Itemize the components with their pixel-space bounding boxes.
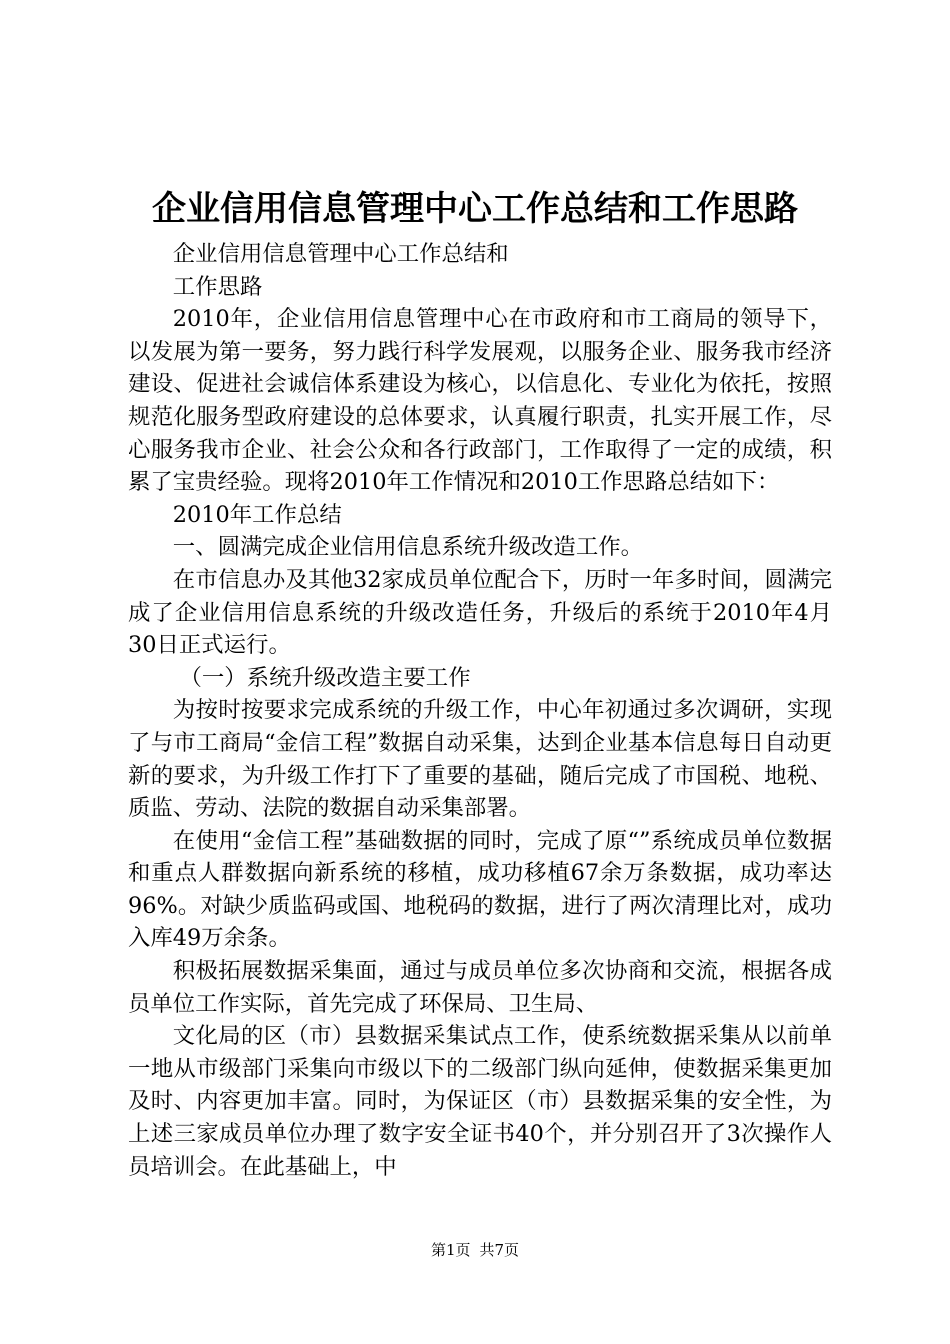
paragraph-migration: 在使用“金信工程”基础数据的同时，完成了原“”系统成员单位数据和重点人群数据向新系统的移植，成功移植67余万条数据，成功率达96%。对缺少质监码或国、地税码的数据，进行了两次清理比对，成功入库49万余条。 xyxy=(128,827,832,952)
sub-heading-1: （一）系统升级改造主要工作 xyxy=(179,664,471,691)
subtitle-line-2: 工作思路 xyxy=(172,273,263,300)
page-total: 共7页 xyxy=(479,1241,520,1259)
paragraph-collection: 为按时按要求完成系统的升级工作，中心年初通过多次调研，实现了与市工商局“金信工程”数据自动采集，达到企业基本信息每日自动更新的要求，为升级工作打下了重要的基础，随后完成了市国税、地税、质监、劳动、法院的数据自动采集部署。 xyxy=(128,697,832,822)
page-footer xyxy=(0,1240,950,1260)
section-heading: 2010年工作总结 xyxy=(172,501,342,528)
paragraph-pilot: 文化局的区（市）县数据采集试点工作，使系统数据采集从以前单一地从市级部门采集向市级以下的二级部门纵向延伸，使数据采集更加及时、内容更加丰富。同时，为保证区（市）县数据采集的安全性，为上述三家成员单位办理了数字安全证书40个，并分别召开了3次操作人员培训会。在此基础上，中 xyxy=(128,1023,832,1180)
subtitle-line-1: 企业信用信息管理中心工作总结和 xyxy=(172,241,509,267)
page-number: 第1页 xyxy=(430,1241,471,1259)
item-heading-1: 一、圆满完成企业信用信息系统升级改造工作。 xyxy=(172,534,643,561)
paragraph-expand: 积极拓展数据采集面，通过与成员单位多次协商和交流，根据各成员单位工作实际，首先完成了环保局、卫生局、 xyxy=(128,958,832,1017)
document-body xyxy=(128,238,832,1183)
paragraph-upgrade: 在市信息办及其他32家成员单位配合下，历时一年多时间，圆满完成了企业信用信息系统的升级改造任务，升级后的系统于2010年4月30日正式运行。 xyxy=(128,566,832,659)
paragraph-intro: 2010年，企业信用信息管理中心在市政府和市工商局的领导下，以发展为第一要务，努力践行科学发展观，以服务企业、服务我市经济建设、促进社会诚信体系建设为核心，以信息化、专业化为依托，按照规范化服务型政府建设的总体要求，认真履行职责，扎实开展工作，尽心服务我市企业、社会公众和各行政部门，工作取得了一定的成绩，积累了宝贵经验。现将2010年工作情况和2010工作思路总结如下： xyxy=(128,306,832,496)
document-title: 企业信用信息管理中心工作总结和工作思路 xyxy=(152,189,798,229)
